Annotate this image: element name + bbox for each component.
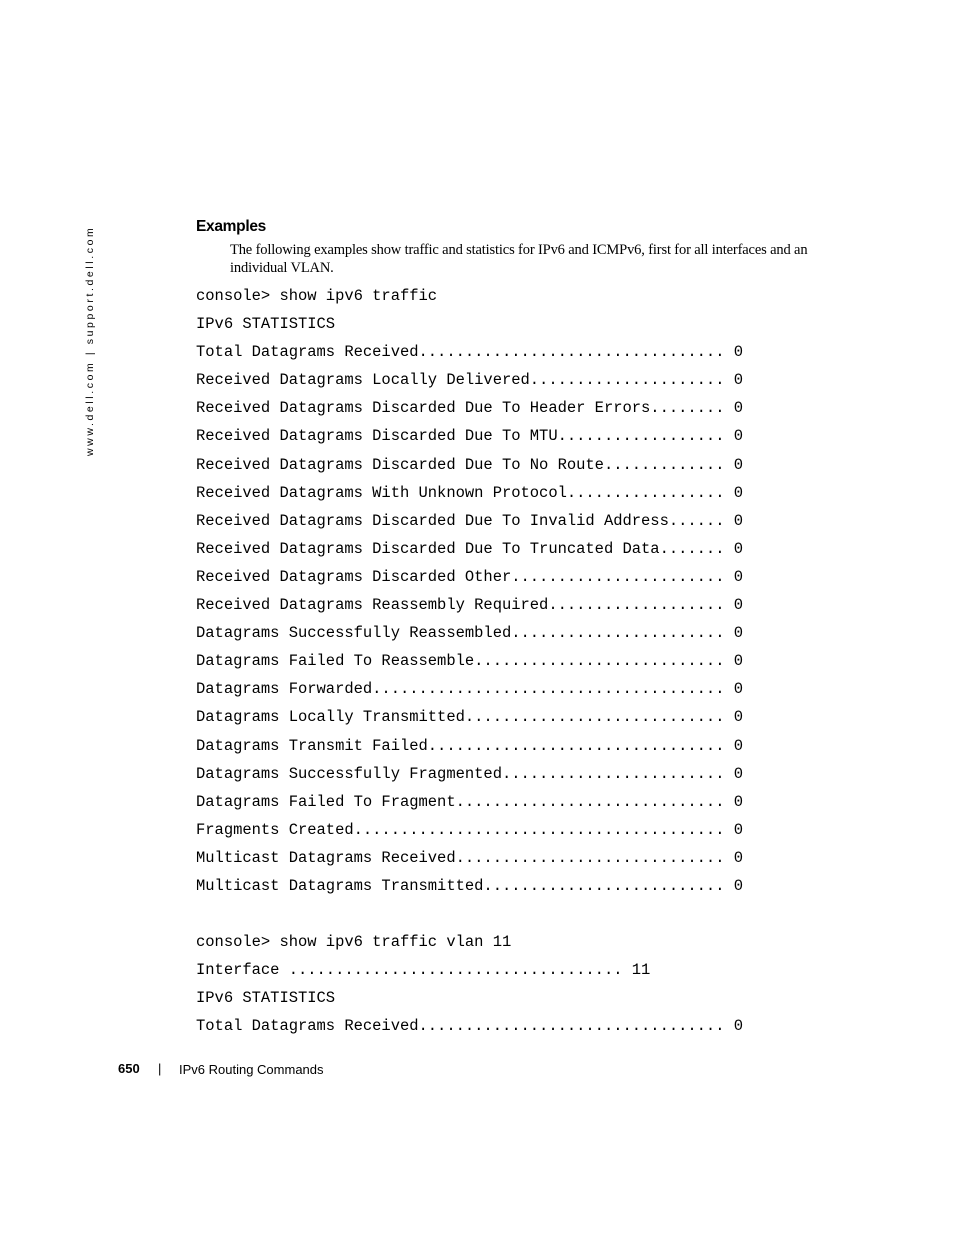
code-line: Received Datagrams Discarded Due To MTU.................. 0	[196, 427, 744, 446]
code-line: Multicast Datagrams Transmitted.......................... 0	[196, 876, 744, 895]
intro-paragraph: The following examples show traffic and statistics for IPv6 and ICMPv6, first for all interfaces and an individual VLAN.	[230, 242, 808, 276]
code-line: Received Datagrams Discarded Other....................... 0	[196, 567, 744, 586]
code-line: Datagrams Transmit Failed................................ 0	[196, 736, 744, 755]
footer-section-title: IPv6 Routing Commands	[179, 1062, 324, 1077]
code-line: Received Datagrams Discarded Due To Truncated Data....... 0	[196, 539, 744, 558]
code-line: Interface .................................... 11	[196, 961, 651, 980]
code-line: Multicast Datagrams Received............................. 0	[196, 848, 744, 867]
code-line: Datagrams Failed To Reassemble........................... 0	[196, 652, 744, 671]
code-line: Datagrams Locally Transmitted............................ 0	[196, 708, 744, 727]
code-line: Total Datagrams Received................................. 0	[196, 1017, 744, 1036]
code-line: console> show ipv6 traffic vlan 11	[196, 933, 512, 952]
footer-separator: |	[158, 1061, 162, 1076]
code-line: Received Datagrams Discarded Due To No Route............. 0	[196, 455, 744, 474]
code-line: Fragments Created........................................ 0	[196, 820, 744, 839]
code-line: Received Datagrams Discarded Due To Invalid Address...... 0	[196, 511, 744, 530]
code-line: Total Datagrams Received................................. 0	[196, 343, 744, 362]
code-line: Datagrams Successfully Reassembled....................... 0	[196, 624, 744, 643]
code-line: IPv6 STATISTICS	[196, 989, 336, 1008]
side-url: www.dell.com | support.dell.com	[84, 225, 96, 456]
code-line: Datagrams Forwarded...................................... 0	[196, 680, 744, 699]
code-line: Received Datagrams Reassembly Required................... 0	[196, 596, 744, 615]
code-line: console> show ipv6 traffic	[196, 287, 438, 305]
code-line: Received Datagrams Locally Delivered..................... 0	[196, 371, 744, 390]
code-line: Datagrams Successfully Fragmented........................ 0	[196, 764, 744, 783]
code-line: Datagrams Failed To Fragment............................. 0	[196, 792, 744, 811]
section-heading: Examples	[196, 218, 266, 235]
code-block	[196, 286, 743, 1045]
page-number: 650	[118, 1061, 140, 1076]
code-line	[196, 904, 743, 932]
code-line: IPv6 STATISTICS	[196, 315, 336, 334]
code-line: Received Datagrams With Unknown Protocol................. 0	[196, 483, 744, 502]
code-line: Received Datagrams Discarded Due To Header Errors........ 0	[196, 399, 744, 418]
